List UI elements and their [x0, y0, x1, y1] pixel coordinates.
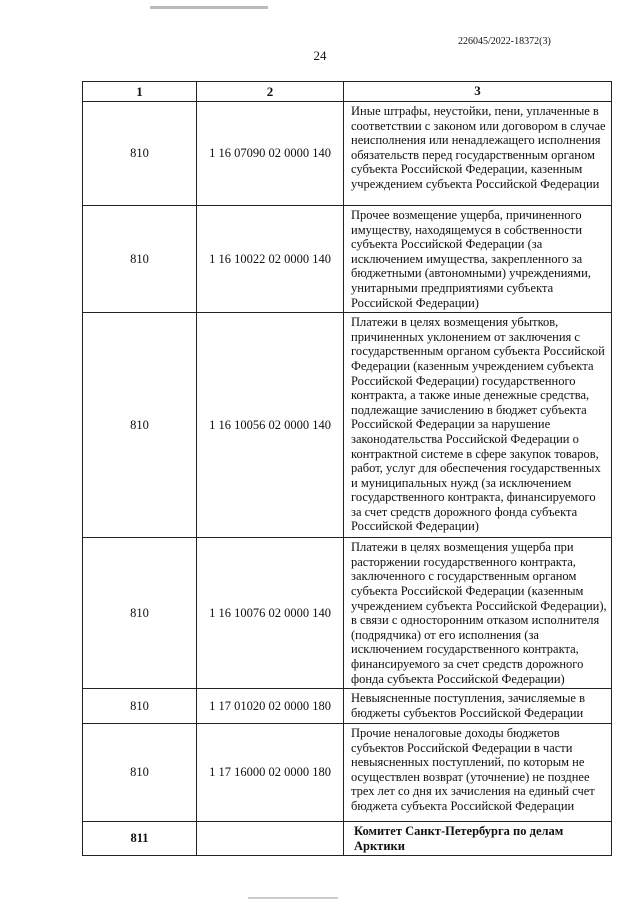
row-description: Платежи в целях возмещения убытков, причиненных уклонением от заключения с государственным органом субъекта Российской Федерации (казенным учреждением субъекта Российской Федерации) государственного контракта, а также иные денежные средства, подлежащие зачислению в бюджет субъекта Российской Федерации за нарушение законодательства Российской Федерации о контрактной системе в сфере закупок товаров, работ, услуг для обеспечения государственных и муниципальных нужд (за исключением государственного контракта, финансируемого за счет средств дорожного фонда субъекта Российской Федерации) [344, 313, 612, 538]
row-admin-code: 810 [83, 689, 197, 724]
document-number: 226045/2022-18372(3) [458, 36, 551, 47]
row-description: Платежи в целях возмещения ущерба при расторжении государственного контракта, заключенного с государственным органом субъекта Российской Федерации (казенным учреждением субъекта Российской Федерации), в связи с односторонним отказом исполнителя (подрядчика) от его исполнения (за исключением государственного контракта, финансируемого за счет средств дорожного фонда субъекта Российской Федерации) [344, 538, 612, 689]
committee-name: Комитет Санкт-Петербурга по делам Арктики [344, 822, 612, 856]
row-admin-code: 810 [83, 538, 197, 689]
page-number: 24 [313, 48, 327, 63]
row-kbk-code: 1 16 10076 02 0000 140 [197, 538, 344, 689]
table-row [83, 313, 612, 538]
budget-codes-table [82, 81, 612, 856]
header-col-2: 2 [197, 82, 344, 102]
scan-mark-bottom [248, 897, 338, 899]
row-description: Прочие неналоговые доходы бюджетов субъектов Российской Федерации в части невыясненных поступлений, по которым не осуществлен возврат (уточнение) не позднее трех лет со дня их зачисления на единый счет бюджета субъекта Российской Федерации [344, 724, 612, 822]
row-kbk-code: 1 16 10056 02 0000 140 [197, 313, 344, 538]
header-col-3: 3 [344, 82, 612, 102]
committee-kbk-code [197, 822, 344, 856]
scan-mark-top [150, 6, 268, 9]
table-row [83, 724, 612, 822]
row-kbk-code: 1 16 10022 02 0000 140 [197, 206, 344, 313]
table-row [83, 538, 612, 689]
table-row [83, 689, 612, 724]
row-kbk-code: 1 16 07090 02 0000 140 [197, 102, 344, 206]
table-row [83, 102, 612, 206]
row-admin-code: 810 [83, 102, 197, 206]
row-description: Прочее возмещение ущерба, причиненного имуществу, находящемуся в собственности субъекта Российской Федерации (за исключением имущества, закрепленного за бюджетными (автономными) учреждениями, унитарными предприятиями субъекта Российской Федерации) [344, 206, 612, 313]
header-col-1: 1 [83, 82, 197, 102]
table-row-committee [83, 822, 612, 856]
row-admin-code: 810 [83, 206, 197, 313]
row-description: Иные штрафы, неустойки, пени, уплаченные в соответствии с законом или договором в случае неисполнения или ненадлежащего исполнения обязательств перед государственным органом субъекта Российской Федерации, казенным учреждением субъекта Российской Федерации [344, 102, 612, 206]
table-header-row [83, 82, 612, 102]
row-admin-code: 810 [83, 313, 197, 538]
row-kbk-code: 1 17 16000 02 0000 180 [197, 724, 344, 822]
row-admin-code: 810 [83, 724, 197, 822]
row-kbk-code: 1 17 01020 02 0000 180 [197, 689, 344, 724]
row-description: Невыясненные поступления, зачисляемые в бюджеты субъектов Российской Федерации [344, 689, 612, 724]
committee-admin-code: 811 [83, 822, 197, 856]
table-row [83, 206, 612, 313]
